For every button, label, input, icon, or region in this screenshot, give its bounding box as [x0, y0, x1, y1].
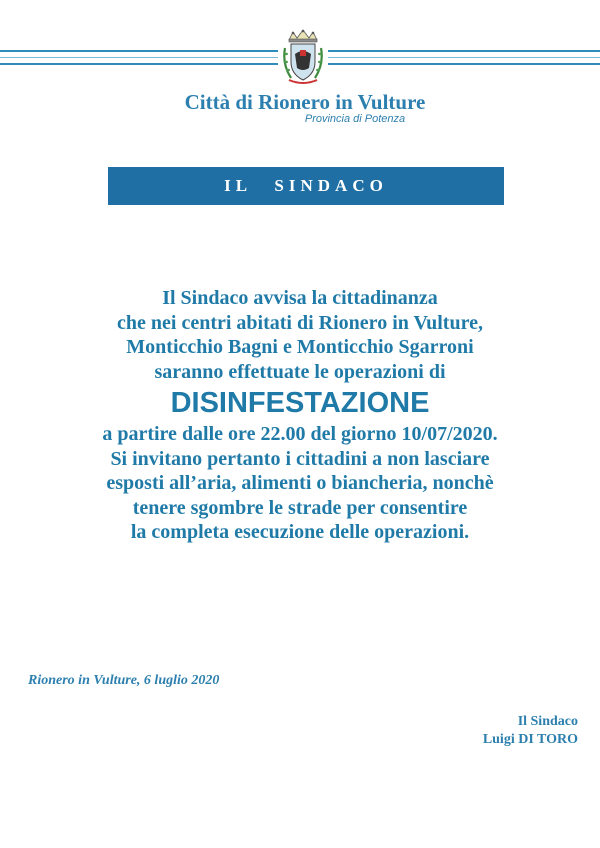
province-name-text: Provincia di Potenza [304, 113, 406, 125]
signature-title: Il Sindaco [517, 714, 578, 729]
notice-line: saranno effettuate le operazioni di [154, 360, 446, 383]
city-name [0, 90, 600, 115]
notice-line: tenere sgombre le strade per consentire [132, 496, 468, 519]
signature-name: Luigi DI TORO [482, 732, 578, 747]
mayor-banner [108, 167, 504, 205]
notice-line: Monticchio Bagni e Monticchio Sgarroni [126, 336, 474, 358]
notice-line: esposti all’aria, alimenti o biancheria, nonchè [106, 472, 494, 494]
notice-line: Il Sindaco avvisa la cittadinanza [162, 287, 438, 309]
place-date: Rionero in Vulture, 6 luglio 2020 [28, 673, 220, 688]
province-name [0, 113, 600, 125]
signature-block [483, 713, 578, 749]
notice-line: che nei centri abitati di Rionero in Vulture, [117, 311, 483, 334]
notice-headline: DISINFESTAZIONE [170, 387, 430, 419]
notice-body [20, 286, 580, 545]
mayor-banner-label: IL SINDACO [224, 176, 388, 195]
notice-line: la completa esecuzione delle operazioni. [130, 521, 470, 543]
notice-line: Si invitano pertanto i cittadini a non lasciare [110, 447, 490, 470]
notice-line: a partire dalle ore 22.00 del giorno 10/07/2020. [102, 423, 498, 445]
coat-of-arms-icon [281, 28, 325, 88]
city-name-text: Città di Rionero in Vulture [184, 90, 426, 114]
